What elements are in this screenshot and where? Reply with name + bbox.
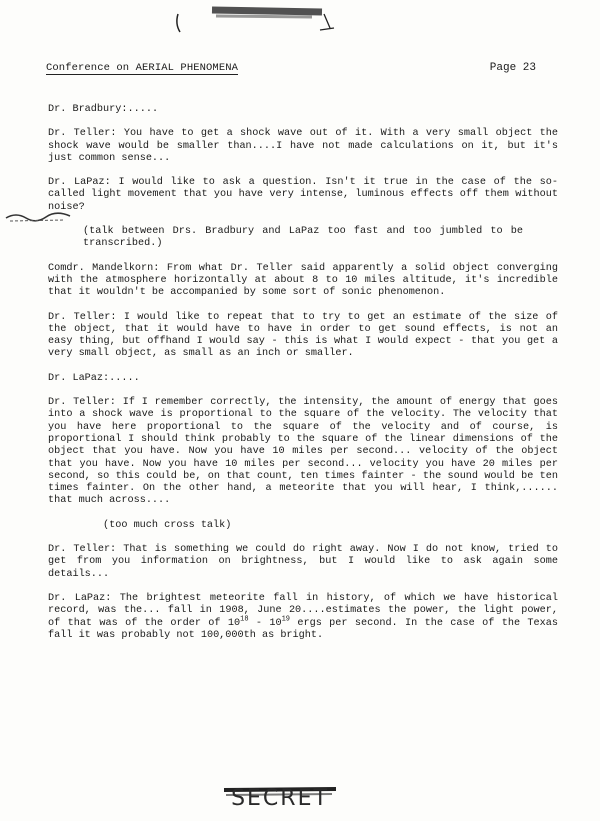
- paragraph-text: ergs per second. In the case of the Texas fall it was probably not 100,000th as bright.: [48, 617, 558, 641]
- paragraph-2: [48, 128, 558, 165]
- paragraph-text: (too much cross talk): [103, 519, 232, 531]
- paragraph-9: [103, 520, 523, 532]
- paragraph-text: I would like to repeat that to try to get an estimate of the size of the object, that it would have to have in order to get sound effects, is not an easy thing, but offhand I would say - this is what I would expect - that you get a very small object, as small as an inch or smaller.: [48, 311, 558, 360]
- paragraph-text: From what Dr. Teller said apparently a solid object converging with the atmosphere horizontally at about 8 to 10 miles altitude, it's incredible that it wouldn't be accompanied by some sort of sonic phenomenon.: [48, 262, 558, 299]
- document-title: Conference on AERIAL PHENOMENA: [46, 62, 239, 74]
- secret-stamp: [220, 782, 340, 816]
- page-header: [46, 62, 536, 80]
- paragraph-text: You have to get a shock wave out of it. With a very small object the shock wave would be smaller than....I have not made calculations on it, but it's just common sense...: [48, 128, 558, 164]
- paragraph-11: [48, 593, 558, 642]
- paragraph-text: .....: [127, 104, 159, 115]
- exponent: 18: [240, 615, 249, 624]
- speaker-name: Dr. Bradbury:: [48, 104, 128, 115]
- stamp-text: SECRET: [231, 786, 329, 811]
- paragraph-text: I would like to ask a question. Isn't it true in the case of the so-called light movement that you have very intense, luminous effects off them without noise?: [48, 177, 558, 213]
- paragraph-3: [48, 177, 558, 214]
- speaker-name: Comdr. Mandelkorn:: [48, 262, 160, 274]
- speaker-name: Dr. LaPaz:: [48, 177, 111, 189]
- top-scribble-mark: [172, 2, 342, 36]
- paragraph-5: [48, 263, 558, 300]
- paragraph-8: [48, 397, 558, 508]
- paragraph-text: (talk between Drs. Bradbury and LaPaz too fast and too jumbled to be transcribed.): [83, 226, 523, 250]
- transcript-body: [48, 104, 558, 654]
- paragraph-6: [48, 312, 558, 361]
- paragraph-text: The brightest meteorite fall in history, of which we have historical record, was the... fall in 1908, June 20....estimates the power, the light power, of that was of the order of 10: [48, 592, 558, 629]
- speaker-name: Dr. Teller:: [48, 544, 117, 556]
- speaker-name: Dr. Teller:: [48, 128, 117, 140]
- paragraph-text: - 10: [248, 617, 282, 629]
- exponent: 19: [281, 615, 290, 624]
- paragraph-text: .....: [109, 372, 140, 384]
- page-number: Page 23: [489, 62, 536, 74]
- speaker-name: Dr. LaPaz:: [48, 372, 110, 384]
- paragraph-text: That is something we could do right away. Now I do not know, tried to get from you information on brightness, but I would like to ask again some details...: [48, 544, 558, 580]
- paragraph-7: [48, 373, 558, 385]
- speaker-name: Dr. Teller:: [48, 311, 117, 323]
- paragraph-10: [48, 544, 558, 581]
- paragraph-4: [83, 226, 523, 251]
- speaker-name: Dr. LaPaz:: [48, 592, 112, 604]
- paragraph-text: If I remember correctly, the intensity, the amount of energy that goes into a shock wave is proportional to the square of the velocity. The velocity that you have here proportional to the square of the velocity and of course, is proportional I should think probably to the square of the linear dimensions of the object that you have. Now you have 10 miles per second... velocity of the object that you have. Now you have 10 miles per second... velocity you have 20 miles per second, so this could be, on that count, ten times fainter - the sound would be ten times fainter. On the other hand, a meteorite that you will hear, I think,...... that much across....: [48, 397, 558, 507]
- paragraph-1: [48, 104, 558, 116]
- speaker-name: Dr. Teller:: [48, 397, 116, 409]
